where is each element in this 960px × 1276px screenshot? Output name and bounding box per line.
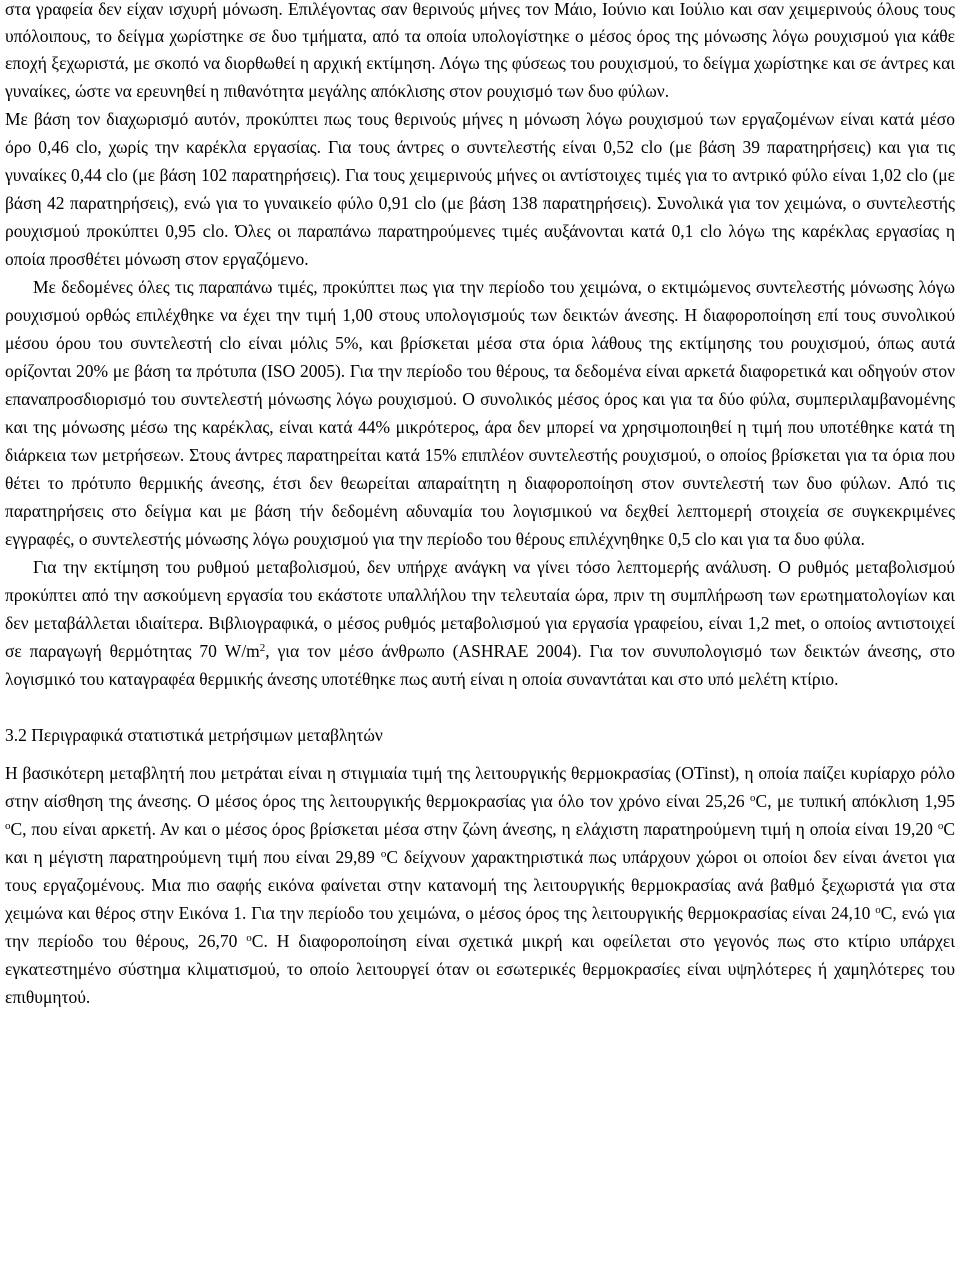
op-text-6: C, ενώ για την περίοδο του θέρους, 26,70	[5, 902, 956, 951]
op-text-7: C. Η διαφοροποίηση είναι σχετικά μικρή και οφείλεται στο γεγονός πως στο κτίριο υπάρχει εγκατεστημένο σύστημα κλιματισμού, το οποίο λειτουργεί όταν οι εσωτερικές θερμοκρασίες είναι υψηλότερες ή χαμηλότερες του επιθυμητού.	[5, 930, 955, 1007]
section-heading: 3.2 Περιγραφικά στατιστικά μετρήσιμων μεταβλητών	[5, 724, 383, 745]
degree-sup-1: o	[750, 791, 756, 804]
op-text-4: C και η μέγιστη παρατηρούμενη τιμή που είναι 29,89	[5, 818, 955, 867]
paragraph-clo-conclusions: Με δεδομένες όλες τις παραπάνω τιμές, προκύπτει πως για την περίοδο του χειμώνα, ο εκτιμώμενος συντελεστής μόνωσης λόγω ρουχισμού ορθώς επιλέχθηκε να έχει την τιμή 1,00 στους υπολογισμούς των δεικτών άνεσης. Η διαφοροποίηση επί τους συνολικού μέσου όρου του συντελεστή clo είναι μόλις 5%, και βρίσκεται μέσα στα όρια λάθους της εκτίμησης του ρουχισμού, όπως αυτά ορίζονται 20% με βάση τα πρότυπα (ISO 2005). Για την περίοδο του θέρους, τα δεδομένα είναι αρκετά διαφορετικά και οδηγούν στον επαναπροσδιορισμό του συντελεστή μόνωσης λόγω ρουχισμού. Ο συνολικός μέσος όρος και για τα δύο φύλα, συμπεριλαμβανομένης και της μόνωσης μέσω της καρέκλας, είναι κατά 44% μικρότερος, άρα δεν μπορεί να χρησιμοποιηθεί η τιμή που υποτέθηκε κατά τη διάρκεια των μετρήσεων. Στους άντρες παρατηρείται κατά 15% επιπλέον συντελεστής ρουχισμού, ο οποίος βρίσκεται για τα όρια που θέτει το πρότυπο θερμικής άνεσης, έτσι δεν θεωρείται απαραίτητη η διαφοροποίηση στον συντελεστή των δυο φύλων. Από τις παρατηρήσεις στο δείγμα και με βάση τήν δεδομένη αδυναμία του λογισμικού να δεχθεί λεπτομερή στοιχεία σε συγκεκριμένες εγγραφές, ο συντελεστής μόνωσης λόγω ρουχισμού για την περίοδο του θέρους επιλέχνηθηκε 0,5 clo και για τα δυο φύλα.	[5, 276, 955, 549]
degree-sup-6: o	[246, 931, 252, 944]
paragraph-operative-temperature	[5, 759, 955, 1011]
degree-sup-3: o	[937, 819, 944, 832]
degree-sup-5: o	[875, 903, 881, 916]
paragraph-clo-values: Με βάση τον διαχωρισμό αυτόν, προκύπτει πως τους θερινούς μήνες η μόνωση λόγω ρουχισμού των εργαζομένων είναι κατά μέσο όρο 0,46 clo, χωρίς την καρέκλα εργασίας. Για τους άντρες ο συντελεστής είναι 0,52 clo (με βάση 39 παρατηρήσεις) και για τις γυναίκες 0,44 clo (με βάση 102 παρατηρήσεις). Για τους χειμερινούς μήνες οι αντίστοιχες τιμές για το αντρικό φύλο είναι 1,02 clo (με βάση 42 παρατηρήσεις), ενώ για το γυναικείο φύλο 0,91 clo (με βάση 138 παρατηρήσεις). Συνολικά για τον χειμώνα, ο συντελεστής ρουχισμού προκύπτει 0,95 clo. Όλες οι παραπάνω παρατηρούμενες τιμές αυξάνονται κατά 0,1 clo λόγω της καρέκλας εργασίας η οποία προσθέτει μόνωση στον εργαζόμενο.	[5, 108, 955, 269]
op-text-5: C δείχνουν χαρακτηριστικά πως υπάρχουν χώροι οι οποίοι δεν είναι άνετοι για τους εργαζομένους. Μια πιο σαφής εικόνα φαίνεται στην κατανομή της λειτουργικής θερμοκρασίας ανά βαθμό ξεχωριστά για στα χειμώνα και θέρος στην Εικόνα 1. Για την περίοδο του χειμώνα, ο μέσος όρος της λειτουργικής θερμοκρασίας είναι 24,10	[5, 846, 955, 923]
degree-sup-4: o	[380, 847, 387, 860]
paragraph-metabolic-rate	[5, 553, 955, 693]
superscript-two: 2	[259, 641, 266, 654]
degree-sup-2: o	[5, 819, 11, 832]
metabolic-text-a: Για την εκτίμηση του ρυθμού μεταβολισμού, δεν υπήρχε ανάγκη να γίνει τόσο λεπτομερής ανάλυση. Ο ρυθμός μεταβολισμού προκύπτει από την ασκούμενη εργασία του εκάστοτε υπαλλήλου την τελευταία ώρα, πριν τη συμπλήρωση των ερωτηματολογίων και δεν μεταβάλλεται ιδιαίτερα. Βιβλιογραφικά, ο μέσος ρυθμός μεταβολισμού για εργασία γραφείου, είναι 1,2 met, ο οποίος αντιστοιχεί σε παραγωγή θερμότητας 70 W/m	[5, 556, 955, 661]
section-spacer	[5, 693, 955, 721]
document-page	[5, 0, 955, 1011]
heading-spacer	[5, 749, 955, 759]
op-text-1: Η βασικότερη μεταβλητή που μετράται είναι η στιγμιαία τιμή της λειτουργικής θερμοκρασίας (OTinst), η οποία παίζει κυρίαρχο ρόλο στην αίσθηση της άνεσης. Ο μέσος όρος της λειτουργικής θερμοκρασίας για όλο τον χρόνο είναι 25,26	[5, 762, 955, 811]
op-text-3: C, που είναι αρκετή. Αν και ο μέσος όρος βρίσκεται μέσα στην ζώνη άνεσης, η ελάχιστη παρατηρούμενη τιμή η οποία είναι 19,20	[10, 818, 938, 839]
op-text-2: C, με τυπική απόκλιση 1,95	[755, 790, 955, 811]
paragraph-summer-winter-split: στα γραφεία δεν είχαν ισχυρή μόνωση. Επιλέγοντας σαν θερινούς μήνες τον Μάιο, Ιούνιο και Ιούλιο και σαν χειμερινούς όλους τους υπόλοιπους, το δείγμα χωρίστηκε σε δυο τμήματα, από τα οποία υπολογίστηκε ο μέσος όρος της μόνωσης λόγω ρουχισμού για κάθε εποχή ξεχωριστά, με σκοπό να διορθωθεί η αρχική εκτίμηση. Λόγω της φύσεως του ρουχισμού, το δείγμα χωρίστηκε και σε άντρες και γυναίκες, ώστε να ερευνηθεί η πιθανότητα μεγάλης απόκλισης στον ρουχισμό των δυο φύλων.	[5, 0, 955, 101]
metabolic-text-b: , για τον μέσο άνθρωπο (ASHRAE 2004). Για τον συνυπολογισμό των δεικτών άνεσης, στο λογισμικό του καταγραφέα θερμικής άνεσης υποτέθηκε πως αυτή είναι η οποία συναντάται και στο υπό μελέτη κτίριο.	[5, 640, 955, 689]
